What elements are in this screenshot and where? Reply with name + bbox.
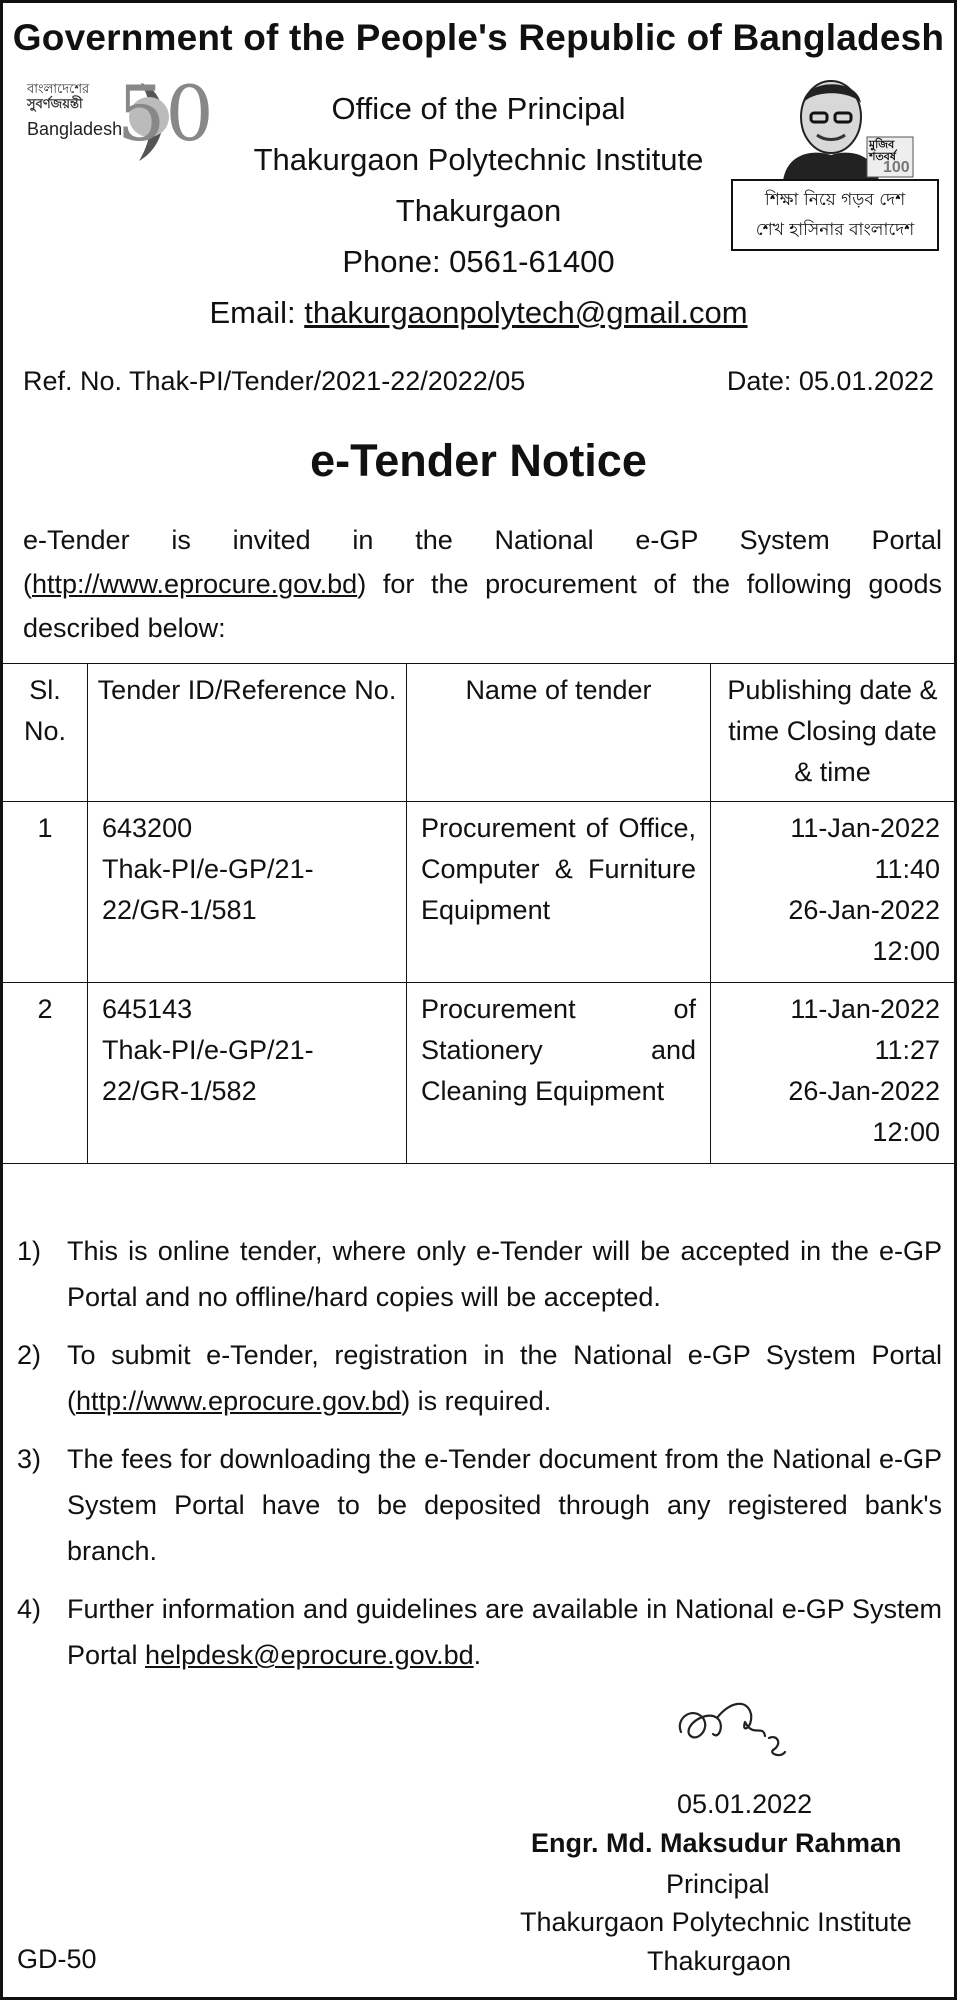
- office-name: Office of the Principal: [331, 91, 626, 126]
- jubilee-logo-number: 50: [117, 69, 214, 158]
- mujib-centenary-logo: [765, 73, 915, 181]
- centenary-text: মুজিব শতবর্ষ: [869, 139, 896, 163]
- footer-code: GD-50: [17, 1944, 97, 1974]
- list-item: 4) Further information and guidelines are available in National e-GP System Portal helpdesk@eprocure.gov.bd.: [17, 1594, 942, 1670]
- table-row: [3, 802, 954, 983]
- phone-number: Phone: 0561-61400: [342, 244, 615, 279]
- eprocure-link[interactable]: http://www.eprocure.gov.bd: [32, 569, 358, 599]
- notice-title: e-Tender Notice: [310, 435, 647, 486]
- centenary-number: 100: [883, 159, 910, 176]
- header-tender-name: Name of tender: [407, 664, 711, 802]
- row-tender-name: Procurement of Stationery and Cleaning Equipment: [407, 983, 711, 1164]
- slogan-line-2: শেখ হাসিনার বাংলাদেশ: [755, 220, 915, 240]
- signatory-location: Thakurgaon: [647, 1946, 792, 1976]
- jubilee-logo-text: বাংলাদেশের সুবর্ণজয়ন্তী: [27, 81, 90, 111]
- slogan-line-1: শিক্ষা নিয়ে গড়ব দেশ: [764, 190, 906, 210]
- row-sl: 2: [3, 983, 88, 1164]
- email-line: Email: thakurgaonpolytech@gmail.com: [209, 295, 748, 330]
- signature-date: 05.01.2022: [677, 1789, 813, 1819]
- list-item: 2) To submit e-Tender, registration in the National e-GP System Portal (http://www.eprocure.gov.bd) is required.: [17, 1340, 942, 1416]
- row-dates: 11-Jan-2022 11:27 26-Jan-2022 12:00: [711, 983, 955, 1164]
- header-sl: Sl. No.: [3, 664, 88, 802]
- slogan-box: [731, 179, 939, 251]
- list-item: 3) The fees for downloading the e-Tender document from the National e-GP System Portal have to be deposited through any registered bank's branch.: [17, 1444, 942, 1566]
- signatory-institute: Thakurgaon Polytechnic Institute: [520, 1907, 912, 1937]
- row-tender-id: 645143 Thak-PI/e-GP/21-22/GR-1/582: [88, 983, 407, 1164]
- header-tender-id: Tender ID/Reference No.: [88, 664, 407, 802]
- list-item: 1) This is online tender, where only e-Tender will be accepted in the e-GP Portal and no offline/hard copies will be accepted.: [17, 1236, 942, 1312]
- signature: [673, 1688, 793, 1768]
- helpdesk-email-link[interactable]: helpdesk@eprocure.gov.bd: [145, 1640, 474, 1670]
- row-sl: 1: [3, 802, 88, 983]
- institute-location: Thakurgaon: [395, 193, 562, 228]
- signatory-name: Engr. Md. Maksudur Rahman: [531, 1828, 902, 1858]
- tender-table: [3, 663, 954, 1164]
- row-tender-id: 643200 Thak-PI/e-GP/21-22/GR-1/581: [88, 802, 407, 983]
- institute-name: Thakurgaon Polytechnic Institute: [253, 142, 704, 177]
- intro-paragraph: e-Tender is invited in the National e-GP System Portal (http://www.eprocure.gov.bd) for the procurement of the following goods described below:: [23, 525, 942, 643]
- table-row: [3, 983, 954, 1164]
- email-link[interactable]: thakurgaonpolytech@gmail.com: [304, 295, 748, 330]
- notice-date: Date: 05.01.2022: [726, 366, 934, 396]
- table-header-row: [3, 664, 954, 802]
- notes-list: [17, 1228, 942, 1690]
- row-tender-name: Procurement of Office, Computer & Furniture Equipment: [407, 802, 711, 983]
- row-dates: 11-Jan-2022 11:40 26-Jan-2022 12:00: [711, 802, 955, 983]
- jubilee-logo-country: Bangladesh: [27, 119, 123, 139]
- reference-number: Ref. No. Thak-PI/Tender/2021-22/2022/05: [23, 366, 526, 396]
- header-dates: Publishing date & time Closing date & time: [711, 664, 955, 802]
- government-title: Government of the People's Republic of Bangladesh: [12, 17, 945, 58]
- eprocure-link[interactable]: http://www.eprocure.gov.bd: [76, 1386, 402, 1416]
- signatory-designation: Principal: [666, 1869, 770, 1899]
